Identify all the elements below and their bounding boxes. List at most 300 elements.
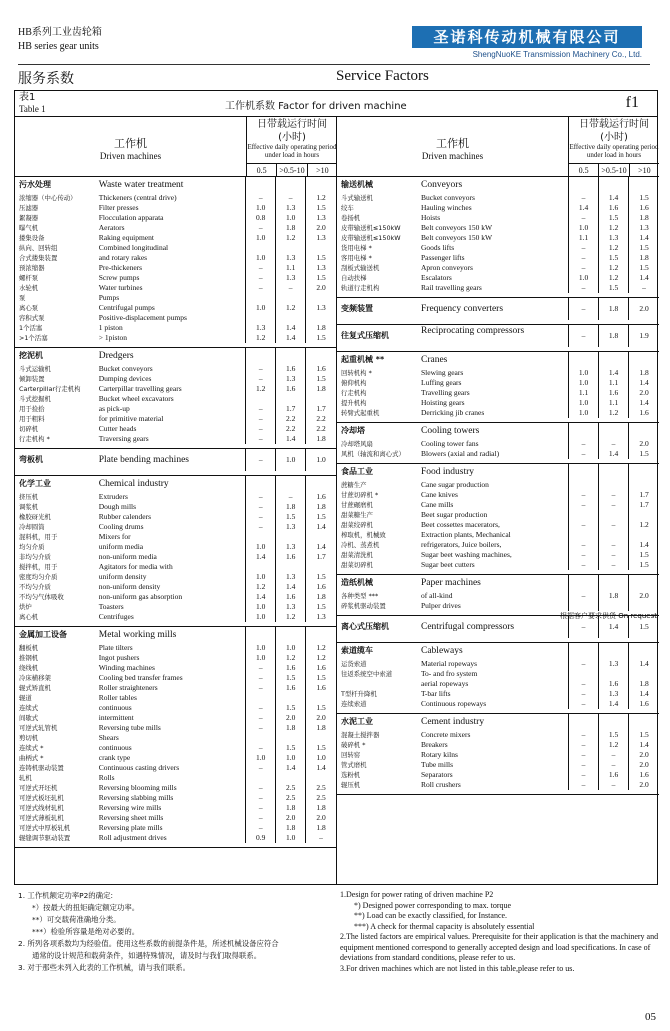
factor-value: 1.5 [316,602,326,611]
section-spacer [337,790,659,794]
table-caption [15,91,657,117]
factor-value: – [246,683,276,693]
factor-value [276,293,306,303]
table-row [337,699,659,709]
factor-value [276,243,306,253]
machine-name-cn: 往复式压缩机 [341,331,389,340]
machine-name-en: Roll adjustment drives [97,833,247,843]
factor-value: 1.8 [316,502,326,511]
factor-value [629,601,659,611]
factor-value [629,714,659,730]
machine-name-cn: 挤压机 [19,493,39,501]
factor-value: 1.5 [276,512,306,522]
factor-value [276,394,306,404]
machine-name-cn: 混凝土搅拌器 [341,731,380,739]
machine-name-en: Positive-displacement pumps [97,313,247,323]
table-row [15,492,336,502]
table-row [15,414,336,424]
factor-value [569,530,599,540]
table-row [337,550,659,560]
machine-name-en: Dredgers [97,348,247,364]
machine-name-en: of all-kind [419,591,569,601]
driven-machines-header [337,117,569,177]
header-daily-cn2: (小时) [278,132,306,143]
factor-value [276,562,306,572]
machine-name-cn: 混料机，用于 [19,533,58,541]
factor-value: 1.3 [599,689,629,699]
factor-value: – [569,325,599,347]
machine-name-cn: 蔗糖生产 [341,481,367,489]
factor-value [276,773,306,783]
factor-value: – [569,591,599,601]
factor-value: – [569,193,599,203]
table-row [15,404,336,414]
factor-value: – [569,540,599,550]
factor-value [569,575,599,591]
factor-value: 1.6 [276,552,306,562]
table-row [15,562,336,572]
factor-value: 1.4 [639,540,649,549]
machine-name-en: Rotary kilns [419,750,569,760]
factor-value [629,352,659,368]
machine-name-en: uniform media [97,542,247,552]
factor-value: 1.4 [599,368,629,378]
table-code: f1 [625,94,639,111]
table-section [337,616,659,643]
left-column [15,117,337,884]
table-row [337,273,659,283]
header-daily-en: Effective daily operating period under load in hours [247,143,337,159]
table-label-cn: 表1 [19,92,36,103]
table-row [15,713,336,723]
factor-value: 1.3 [316,233,326,242]
machine-name-cn: 辊道 [19,694,32,702]
factor-value: – [246,703,276,713]
hours-col-2: >0.5-10 [599,164,629,177]
company-name-cn: 圣诺科传动机械有限公司 [412,26,642,48]
factor-value: 1.8 [639,213,649,222]
machine-name-en: continuous [97,703,247,713]
factor-value [246,562,276,572]
section-spacer [337,347,659,351]
factor-value: 1.6 [639,770,649,779]
factor-value: – [569,740,599,750]
table-section [337,298,659,325]
factor-value: 1.2 [316,653,326,662]
table-row [15,763,336,773]
factor-value: 1.2 [599,263,629,273]
table-section [15,627,336,848]
factor-value: – [246,723,276,733]
table-row [15,743,336,753]
factor-value: 1.3 [276,374,306,384]
machine-name-cn: 水泥工业 [341,717,373,726]
factor-value [599,714,629,730]
table-row [15,323,336,333]
factor-value: – [569,780,599,790]
note-en-1c: ***) A check for thermal capacity is absolutely essential [354,921,535,931]
factor-value: 1.7 [639,490,649,499]
table-row [15,602,336,612]
factor-value [246,532,276,542]
machine-name-en: Escalators [419,273,569,283]
factor-value: 1.6 [599,388,629,398]
factor-value: 1.1 [569,233,599,243]
factor-value [246,773,276,783]
factor-value: 1.0 [276,449,306,471]
factor-value [599,575,629,591]
factor-value: 1.2 [316,643,326,652]
machine-name-en: Slewing gears [419,368,569,378]
factor-value: 1.5 [599,730,629,740]
factor-value: 1.4 [599,616,629,638]
note-en-1: 1.Design for power rating of driven machine P2 [340,890,494,899]
machine-name-en: Cooling tower fans [419,439,569,449]
factor-value: 2.0 [639,439,649,448]
factor-value: – [246,263,276,273]
factor-value: 1.6 [276,663,306,673]
machine-name-en: Ingot pushers [97,653,247,663]
factor-value: – [569,679,599,689]
factor-value: 1.0 [569,398,599,408]
service-factor-table [14,90,658,885]
table-row [337,193,659,203]
factor-value: 1.7 [639,500,649,509]
machine-name-cn: 合式搂集装置 [19,254,58,262]
factor-value: 1.3 [639,223,649,232]
left-body [15,177,336,848]
factor-value: 1.2 [276,303,306,313]
factor-value: 1.6 [316,663,326,672]
factor-value: 2.0 [316,283,326,292]
machine-name-en: Centrifugal compressors [419,616,569,638]
table-row [15,384,336,394]
factor-value: 1.0 [246,572,276,582]
factor-value: – [246,813,276,823]
factor-value: 1.2 [246,333,276,343]
section-heading-row [15,449,336,471]
factor-value: 1.5 [316,572,326,581]
machine-name-en: Hoists [419,213,569,223]
table-row [15,773,336,783]
machine-name-en: Frequency converters [419,298,569,320]
machine-name-cn: 絮凝器 [19,214,39,222]
machine-name-en: Rolls [97,773,247,783]
machine-name-en: Cooling bed transfer frames [97,673,247,683]
section-heading-row [15,177,336,193]
machine-name-cn: 搂集设备 [19,234,45,242]
hours-col-3: >10 [638,166,651,175]
factor-value: 1.8 [599,591,629,601]
factor-value: – [246,273,276,283]
table-row [337,601,659,611]
factor-value: 1.6 [316,683,326,692]
factor-value: – [246,793,276,803]
machine-name-cn: 冷却塔风扇 [341,440,373,448]
machine-name-en: as pick-up [97,404,247,414]
factor-value [599,177,629,193]
factor-value: 1.0 [276,833,306,843]
machine-name-cn: 不均匀气体吸收 [19,593,64,601]
machine-name-en: Dumping devices [97,374,247,384]
table-row [337,740,659,750]
machine-name-en: Sugar beet washing machines, [419,550,569,560]
table-section [15,449,336,476]
factor-value [306,532,336,542]
factor-value: – [569,659,599,669]
header-daily-en: Effective daily operating period under load in hours [569,143,659,159]
factor-value: 1.9 [639,331,649,340]
machine-name-en: Reversing sheet mills [97,813,247,823]
machine-name-cn: 皮带输送机≤150kW [341,234,401,242]
factor-value: – [569,616,599,638]
machine-name-cn: 可逆式薄板轧机 [19,814,64,822]
table-row [15,293,336,303]
machine-name-cn: 辊式矫直机 [19,684,51,692]
factor-value: – [599,520,629,530]
machine-name-en: Water turbines [97,283,247,293]
machine-name-cn: 非均匀介质 [19,553,51,561]
table-row [337,398,659,408]
machine-name-cn: 轧机 [19,774,32,782]
factor-value: 2.5 [276,783,306,793]
machine-name-en: Pre-thickeners [97,263,247,273]
factor-value: 1.8 [639,253,649,262]
factor-value: 2.5 [316,783,326,792]
table-row [337,500,659,510]
factor-value: 1.0 [246,303,276,313]
title-cn: 服务系数 [18,71,74,87]
machine-name-en: Reciprocating compressors [419,325,569,347]
machine-name-en: Cane knives [419,490,569,500]
right-body [337,177,659,795]
notes-en [340,890,660,974]
table-row [15,532,336,542]
table-row [15,803,336,813]
factor-value [629,643,659,659]
machine-name-en: Filter presses [97,203,247,213]
factor-value: 1.3 [276,253,306,263]
table-row [337,233,659,243]
note-en-1a: *) Designed power corresponding to max. torque [354,900,512,910]
factor-value: 0.8 [246,213,276,223]
factor-value: 1.6 [599,770,629,780]
factor-value [306,627,336,643]
machine-name-cn: 选粉机 [341,771,361,779]
table-row [15,313,336,323]
table-row [15,542,336,552]
factor-value: – [246,492,276,502]
factor-value: 1.7 [316,404,326,413]
factor-value [629,423,659,439]
factor-value: 2.2 [316,414,326,423]
machine-name-en: aerial ropeways [419,679,569,689]
table-row [337,243,659,253]
factor-value: 1.5 [599,213,629,223]
machine-name-en: crank type [97,753,247,763]
machine-name-en: Hauling winches [419,203,569,213]
factor-value [276,313,306,323]
header-name-cn: 工作机 [436,137,469,150]
section-heading-row [15,627,336,643]
machine-name-cn: 货用电梯 * [341,244,372,252]
factor-value: 1.5 [316,512,326,521]
table-section [15,177,336,348]
factor-value: 1.4 [276,582,306,592]
factor-value: – [246,193,276,203]
factor-value [629,464,659,480]
column-header [15,117,336,177]
factor-value: – [276,283,306,293]
machine-name-cn: 连续索道 [341,700,367,708]
factor-value: – [569,560,599,570]
factor-value: 1.4 [316,522,326,531]
table-row [15,653,336,663]
machine-name-en: Traversing gears [97,434,247,444]
machine-name-cn: 连续式 [19,704,39,712]
factor-value: 1.0 [569,368,599,378]
machine-name-cn: 连铸机驱动装置 [19,764,64,772]
factor-value [306,243,336,253]
right-column [337,117,659,884]
machine-name-en: Reversing tube mills [97,723,247,733]
table-row [15,833,336,843]
factor-value: 1.8 [316,803,326,812]
table-row [337,689,659,699]
machine-name-cn: 金属加工设备 [19,630,67,639]
table-row [15,424,336,434]
factor-value [599,669,629,679]
machine-name-cn [337,679,419,689]
factor-value: – [246,404,276,414]
factor-value [276,627,306,643]
factor-value: 1.0 [246,612,276,622]
table-row [15,643,336,653]
factor-value: – [569,760,599,770]
factor-value: 1.0 [246,233,276,243]
table-row [15,374,336,384]
table-row [337,263,659,273]
machine-name-en: Tube mills [419,760,569,770]
factor-value: 1.2 [316,193,326,202]
factor-value: 2.0 [316,713,326,722]
factor-value: – [599,780,629,790]
table-row [337,203,659,213]
factor-value [276,532,306,542]
factor-value [629,669,659,679]
factor-value: 1.5 [639,263,649,272]
factor-value: – [569,298,599,320]
machine-name-cn: 造纸机械 [341,578,373,587]
factor-value: 1.8 [316,323,326,332]
factor-value: – [276,193,306,203]
table-row [15,703,336,713]
series-title [18,26,102,54]
machine-name-en: Beet cossettes macerators, [419,520,569,530]
machine-name-cn: 冷却塔 [341,426,365,435]
machine-name-cn: 污水处理 [19,180,51,189]
note-cn-1: 1. 工作机额定功率P2的确定: [18,891,113,900]
machine-name-en: intermittent [97,713,247,723]
machine-name-en: Cement industry [419,714,569,730]
factor-value: – [599,540,629,550]
factor-value: 1.0 [246,542,276,552]
machine-name-cn: 提升机构 [341,399,367,407]
table-row [15,582,336,592]
factor-value: – [599,500,629,510]
factor-value: 1.4 [316,763,326,772]
machine-name-en: Pulper drives [419,601,569,611]
machine-name-cn: 绕线机 [19,664,39,672]
machine-name-en: Cableways [419,643,569,659]
table-row [337,223,659,233]
header-daily-cn2: (小时) [600,132,628,143]
table-row [15,663,336,673]
page-number: 05 [645,1011,656,1023]
machine-name-cn: T型杆升降机 [341,690,377,698]
section-heading-row [337,177,659,193]
machine-name-en: Reversing slabbing mills [97,793,247,803]
table-section [337,714,659,795]
table-row [15,243,336,253]
factor-value: 1.0 [246,203,276,213]
table-row [15,223,336,233]
machine-name-en: Continuous casting drivers [97,763,247,773]
machine-name-cn: 榨取机，机械致 [341,531,386,539]
factor-value: 1.5 [276,673,306,683]
machine-name-en: Passenger lifts [419,253,569,263]
machine-name-en: Toasters [97,602,247,612]
factor-value [569,643,599,659]
machine-name-en: Sugar beet cutters [419,560,569,570]
factor-value: 1.4 [639,273,649,282]
factor-value: – [569,263,599,273]
factor-value: 1.8 [316,592,326,601]
hours-row [569,163,659,177]
machine-name-en: uniform density [97,572,247,582]
factor-value: – [569,500,599,510]
machine-name-en: Cane mills [419,500,569,510]
factor-value: 1.5 [639,730,649,739]
machine-name-en: Bucket conveyors [419,193,569,203]
factor-value: 1.5 [639,560,649,569]
factor-value: 1.8 [276,223,306,233]
factor-value: 1.0 [276,643,306,653]
factor-value: – [569,253,599,263]
factor-value: – [569,520,599,530]
factor-value [306,177,336,193]
factor-value: 2.0 [639,750,649,759]
machine-name-cn: 曝气机 [19,224,39,232]
factor-value: 1.2 [599,243,629,253]
machine-name-cn: Carterpillar行走机构 [19,385,81,393]
factor-value: 1.8 [639,679,649,688]
factor-value: 1.3 [316,303,326,312]
table-row [337,659,659,669]
machine-name-en: Roller tables [97,693,247,703]
factor-value: 1.8 [316,723,326,732]
factor-value: 1.0 [316,753,326,762]
hours-row [247,163,337,177]
table-row [337,730,659,740]
machine-name-cn: 起重机械 ** [341,355,385,364]
page-header [0,0,670,64]
factor-value: 1.4 [639,659,649,668]
factor-value [276,348,306,364]
machine-name-cn: 推钢机 [19,654,39,662]
factor-value: 1.5 [639,243,649,252]
table-row [15,683,336,693]
